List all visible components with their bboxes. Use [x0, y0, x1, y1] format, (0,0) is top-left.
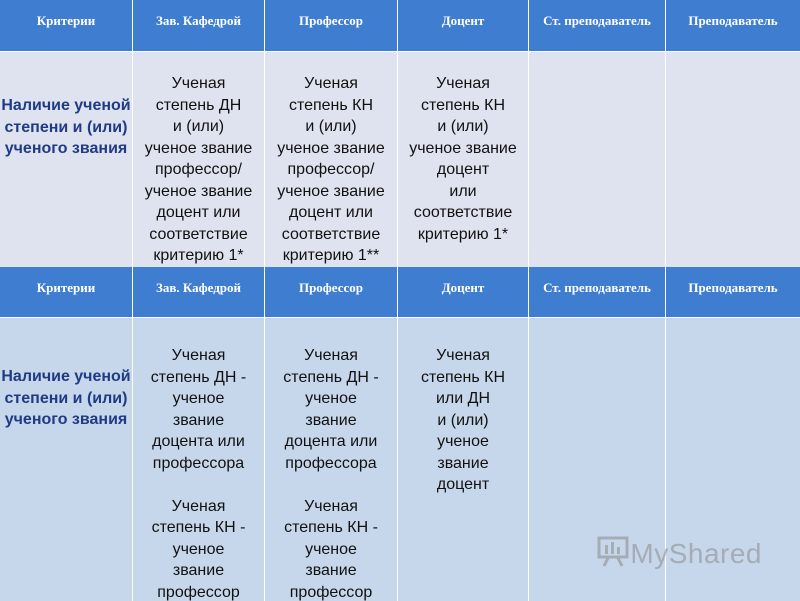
table-header-row [0, 267, 800, 317]
header-lecturer: Преподаватель [688, 280, 778, 295]
header-head-of-department: Зав. Кафедрой [133, 0, 265, 51]
table-cell-associate-professor: Ученая степень КН и (или) ученое звание доцент или соответствие критерию 1* [398, 52, 529, 268]
table-cell-associate-professor: Ученая степень КН или ДН и (или) ученое звание доцент [398, 318, 529, 601]
table-cell-head-of-department: Ученая степень ДН и (или) ученое звание профессор/ ученое звание доцент или соответствие критерию 1* [133, 52, 265, 268]
presentation-board-icon [596, 535, 630, 572]
criterion-cell: Наличие ученой степени и (или) ученого звания [0, 52, 133, 268]
watermark-text: MyShared [630, 537, 762, 569]
table-cell-head-of-department: Ученая степень ДН - ученое звание доцента или профессора Ученая степень КН - ученое звание профессор [133, 318, 265, 601]
criterion-cell: Наличие ученой степени и (или) ученого звания [0, 318, 133, 601]
watermark-logo [596, 535, 762, 572]
table-header-row [0, 0, 800, 51]
header-lecturer: Преподаватель [688, 13, 778, 28]
header-head-of-department: Зав. Кафедрой [133, 267, 265, 317]
table-cell-professor: Ученая степень КН и (или) ученое звание профессор/ ученое звание доцент или соответствие критерию 1** [265, 52, 398, 268]
table-row [0, 51, 800, 268]
criteria-table-1 [0, 0, 800, 267]
header-criteria: Критерии [0, 267, 133, 317]
header-associate-professor: Доцент [398, 0, 529, 51]
table-cell-lecturer [666, 52, 800, 268]
header-criteria: Критерии [0, 0, 133, 51]
table-cell-senior-lecturer [529, 52, 666, 268]
header-senior-lecturer: Ст. преподаватель [529, 0, 666, 51]
header-associate-professor: Доцент [398, 267, 529, 317]
header-professor: Профессор [265, 267, 398, 317]
header-professor: Профессор [265, 0, 398, 51]
header-senior-lecturer: Ст. преподаватель [529, 267, 666, 317]
table-cell-professor: Ученая степень ДН - ученое звание доцента или профессора Ученая степень КН - ученое звание профессор [265, 318, 398, 601]
